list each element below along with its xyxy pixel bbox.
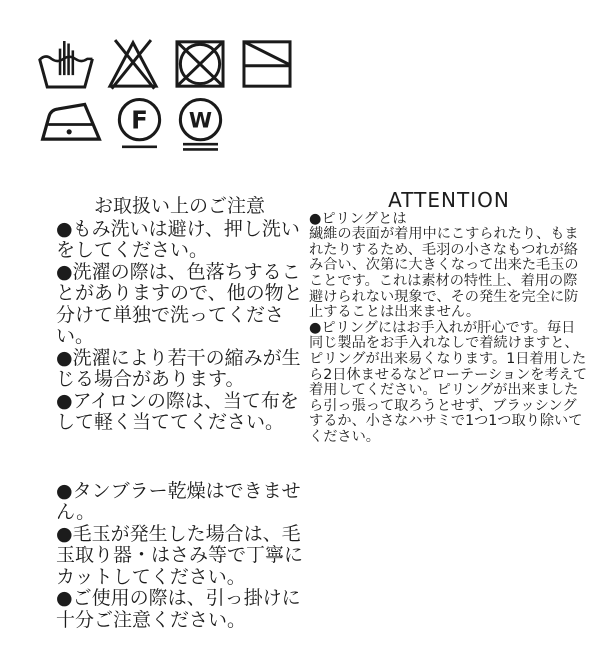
care-symbols-row1 (37, 36, 296, 92)
iron-low-heat-icon (39, 96, 103, 142)
precaution-item: ●洗濯により若干の縮みが生じる場合があります。 (56, 346, 301, 390)
precaution-item: ●アイロンの際は、当て布をして軽く当ててください。 (56, 389, 299, 433)
handling-precautions-column (56, 196, 303, 631)
precaution-item: ●もみ洗いは避け、押し洗いをしてください。 (56, 217, 300, 261)
precaution-item: ●毛玉が発生した場合は、毛玉取り器・はさみ等で丁寧にカットしてください。 (56, 522, 304, 588)
attention-title: ATTENTION (388, 188, 510, 212)
attention-column (309, 188, 589, 446)
handling-precautions-title: お取扱い上のご注意 (93, 195, 265, 217)
attention-paragraph: ●ピリングとは (309, 210, 407, 227)
dry-clean-f-icon (115, 96, 164, 152)
precaution-item: ●タンブラー乾燥はできません。 (56, 479, 301, 523)
precaution-item: ●ご使用の際は、引っ掛けに十分ご注意ください。 (56, 587, 301, 631)
attention-paragraph: 繊維の表面が着用中にこすられたり、もまれたりするため、毛羽の小さなもつれが絡み合い、次第に大きくなって出来た毛玉のことです。これは素材の特性上、着用の際避けられない現象で、その発生を完全に防止することは出来ません。 (309, 226, 579, 321)
wet-clean-w-icon (176, 96, 225, 152)
care-symbols-row2 (39, 96, 225, 152)
attention-paragraph: ●ピリングにはお手入れが肝心です。毎日同じ製品をお手入れなしで着続けますと、ピリングが出来易くなります。1日着用したら2日休ませるなどローテーションを考えて着用してください。ピリングが出来ましたら引っ張って取ろうとせず、ブラッシングするか、小さなハサミで1つ1つ取り除いてください。 (309, 319, 588, 445)
do-not-tumble-dry-icon (171, 36, 229, 92)
flat-dry-in-shade-icon (238, 36, 296, 92)
precaution-item: ●洗濯の際は、色落ちすることがありますので、他の物と分けて単独で洗ってください。 (56, 260, 303, 347)
hand-wash-icon (37, 36, 95, 92)
precautions-lower-group (56, 481, 303, 632)
wet-clean-letter: W (188, 108, 213, 133)
do-not-bleach-icon (104, 36, 162, 92)
dry-clean-letter: F (131, 105, 148, 135)
